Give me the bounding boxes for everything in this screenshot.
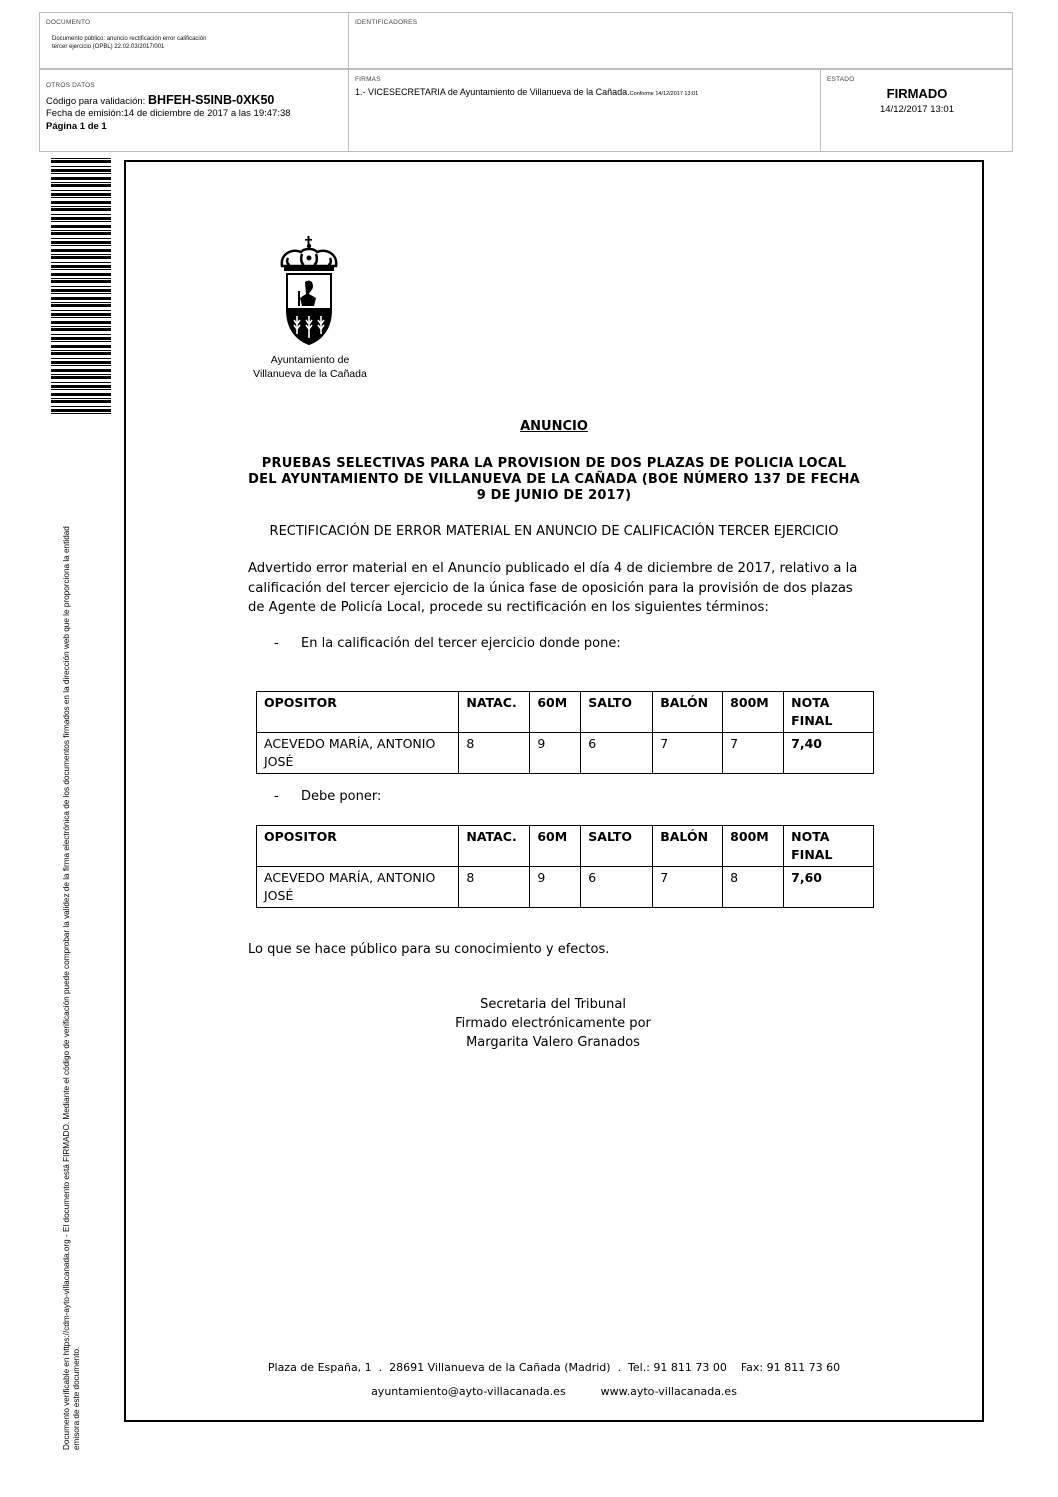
identificadores-cell — [349, 13, 1013, 69]
firmas-label: FIRMAS — [355, 76, 381, 83]
header-cell: NOTA FINAL — [784, 826, 874, 867]
header-cell: NOTA FINAL — [784, 692, 874, 733]
body-paragraph: Advertido error material en el Anuncio publicado el día 4 de diciembre de 2017, relativo a la calificación del tercer ejercicio de la única fase de oposición para la provisión de dos plazas de Agente de Policía Local, procede su rectificación en los siguientes términos: — [248, 561, 858, 615]
vertical-verification-text — [62, 430, 81, 1450]
documento-cell — [40, 13, 349, 69]
subtitle-line3: 9 DE JUNIO DE 2017) — [476, 488, 632, 503]
barcode-image — [51, 158, 111, 414]
header-cell: 60M — [530, 692, 581, 733]
cell-balon: 7 — [653, 733, 723, 774]
header-cell: 800M — [723, 692, 784, 733]
validation-code: BHFEH-S5INB-0XK50 — [147, 93, 275, 107]
cell-natac: 8 — [459, 733, 530, 774]
firma-entry-text: 1.- VICESECRETARIA de Ayuntamiento de Villanueva de la Cañada. — [355, 87, 630, 97]
firma-entry-date: Conforme 14/12/2017 13:01 — [629, 91, 699, 97]
signature-line2: Firmado electrónicamente por — [455, 1016, 651, 1031]
table-header-row — [257, 692, 874, 733]
header-cell: NATAC. — [459, 826, 530, 867]
documento-line2: tercer ejercicio (OPBL) 22.02.03/2017/001 — [52, 44, 165, 50]
logo-text-line2: Villanueva de la Cañada — [253, 368, 367, 380]
closing-statement: Lo que se hace público para su conocimiento y efectos. — [248, 942, 610, 957]
cell-60m: 9 — [530, 867, 581, 908]
bullet-text-1: En la calificación del tercer ejercicio donde pone: — [301, 636, 621, 651]
header-cell: OPOSITOR — [257, 826, 459, 867]
documento-line1: Documento público: anuncio rectificación error calificación — [52, 36, 207, 42]
header-cell: NATAC. — [459, 692, 530, 733]
header-cell: 800M — [723, 826, 784, 867]
validation-code-line — [46, 93, 274, 107]
subtitle-line1: PRUEBAS SELECTIVAS PARA LA PROVISION DE DOS PLAZAS DE POLICIA LOCAL — [261, 456, 847, 471]
bullet-text-2: Debe poner: — [301, 789, 382, 804]
documento-label: DOCUMENTO — [46, 19, 91, 26]
estado-label: ESTADO — [827, 76, 855, 83]
estado-date: 14/12/2017 13:01 — [880, 104, 954, 115]
logo-text-line1: Ayuntamiento de — [270, 354, 350, 366]
header-cell: SALTO — [581, 692, 653, 733]
cell-balon: 7 — [653, 867, 723, 908]
estado-value: FIRMADO — [886, 86, 948, 101]
header-cell: BALÓN — [653, 692, 723, 733]
cell-opositor: ACEVEDO MARÍA, ANTONIO JOSÉ — [257, 733, 459, 774]
cell-natac: 8 — [459, 867, 530, 908]
page-indicator: Página 1 de 1 — [46, 121, 107, 132]
results-table-corrected — [256, 825, 874, 908]
signature-line1: Secretaria del Tribunal — [480, 997, 626, 1012]
cell-800m: 8 — [723, 867, 784, 908]
header-cell: BALÓN — [653, 826, 723, 867]
rectificacion-heading: RECTIFICACIÓN DE ERROR MATERIAL EN ANUNCIO DE CALIFICACIÓN TERCER EJERCICIO — [269, 524, 839, 539]
table-row — [257, 733, 874, 774]
identificadores-label: IDENTIFICADORES — [355, 19, 418, 26]
firma-entry — [355, 87, 698, 97]
cell-salto: 6 — [581, 733, 653, 774]
header-cell: 60M — [530, 826, 581, 867]
document-title: ANUNCIO — [520, 419, 588, 434]
bullet-dash: - — [274, 636, 279, 651]
cell-nota-final: 7,60 — [784, 867, 874, 908]
vertical-text-line1: Documento verificable en https://cdm-ayto-villacanada.org - El documento está FIRMADO. Mediante el código de verificación puede comprobar la validez de la firma electrónica de los documentos firmados en la dirección web que le proporciona la entidad — [62, 526, 71, 1450]
otros-datos-label: OTROS DATOS — [46, 82, 95, 89]
firmas-cell — [349, 69, 821, 152]
validation-code-prefix: Código para validación: — [46, 96, 146, 107]
footer-contact: ayuntamiento@ayto-villacanada.es www.ayto-villacanada.es — [371, 1385, 737, 1398]
vertical-text-line2: emisora de este documento. — [71, 1346, 81, 1450]
results-table-original — [256, 691, 874, 774]
cell-nota-final: 7,40 — [784, 733, 874, 774]
header-cell: SALTO — [581, 826, 653, 867]
header-cell: OPOSITOR — [257, 692, 459, 733]
table-row — [257, 867, 874, 908]
cell-60m: 9 — [530, 733, 581, 774]
table-header-row — [257, 826, 874, 867]
cell-800m: 7 — [723, 733, 784, 774]
bullet-dash: - — [274, 789, 279, 804]
cell-opositor: ACEVEDO MARÍA, ANTONIO JOSÉ — [257, 867, 459, 908]
signature-line3: Margarita Valero Granados — [466, 1035, 640, 1050]
coat-of-arms-logo — [276, 236, 342, 348]
cell-salto: 6 — [581, 867, 653, 908]
emission-date: Fecha de emisión:14 de diciembre de 2017 a las 19:47:38 — [46, 108, 291, 119]
document-frame — [124, 160, 984, 1422]
subtitle-line2: DEL AYUNTAMIENTO DE VILLANUEVA DE LA CAÑADA (BOE NÚMERO 137 DE FECHA — [248, 472, 860, 487]
document-metadata-header — [39, 12, 1013, 152]
footer-address: Plaza de España, 1 . 28691 Villanueva de la Cañada (Madrid) . Tel.: 91 811 73 00 Fax: 91 811 73 60 — [267, 1361, 841, 1374]
